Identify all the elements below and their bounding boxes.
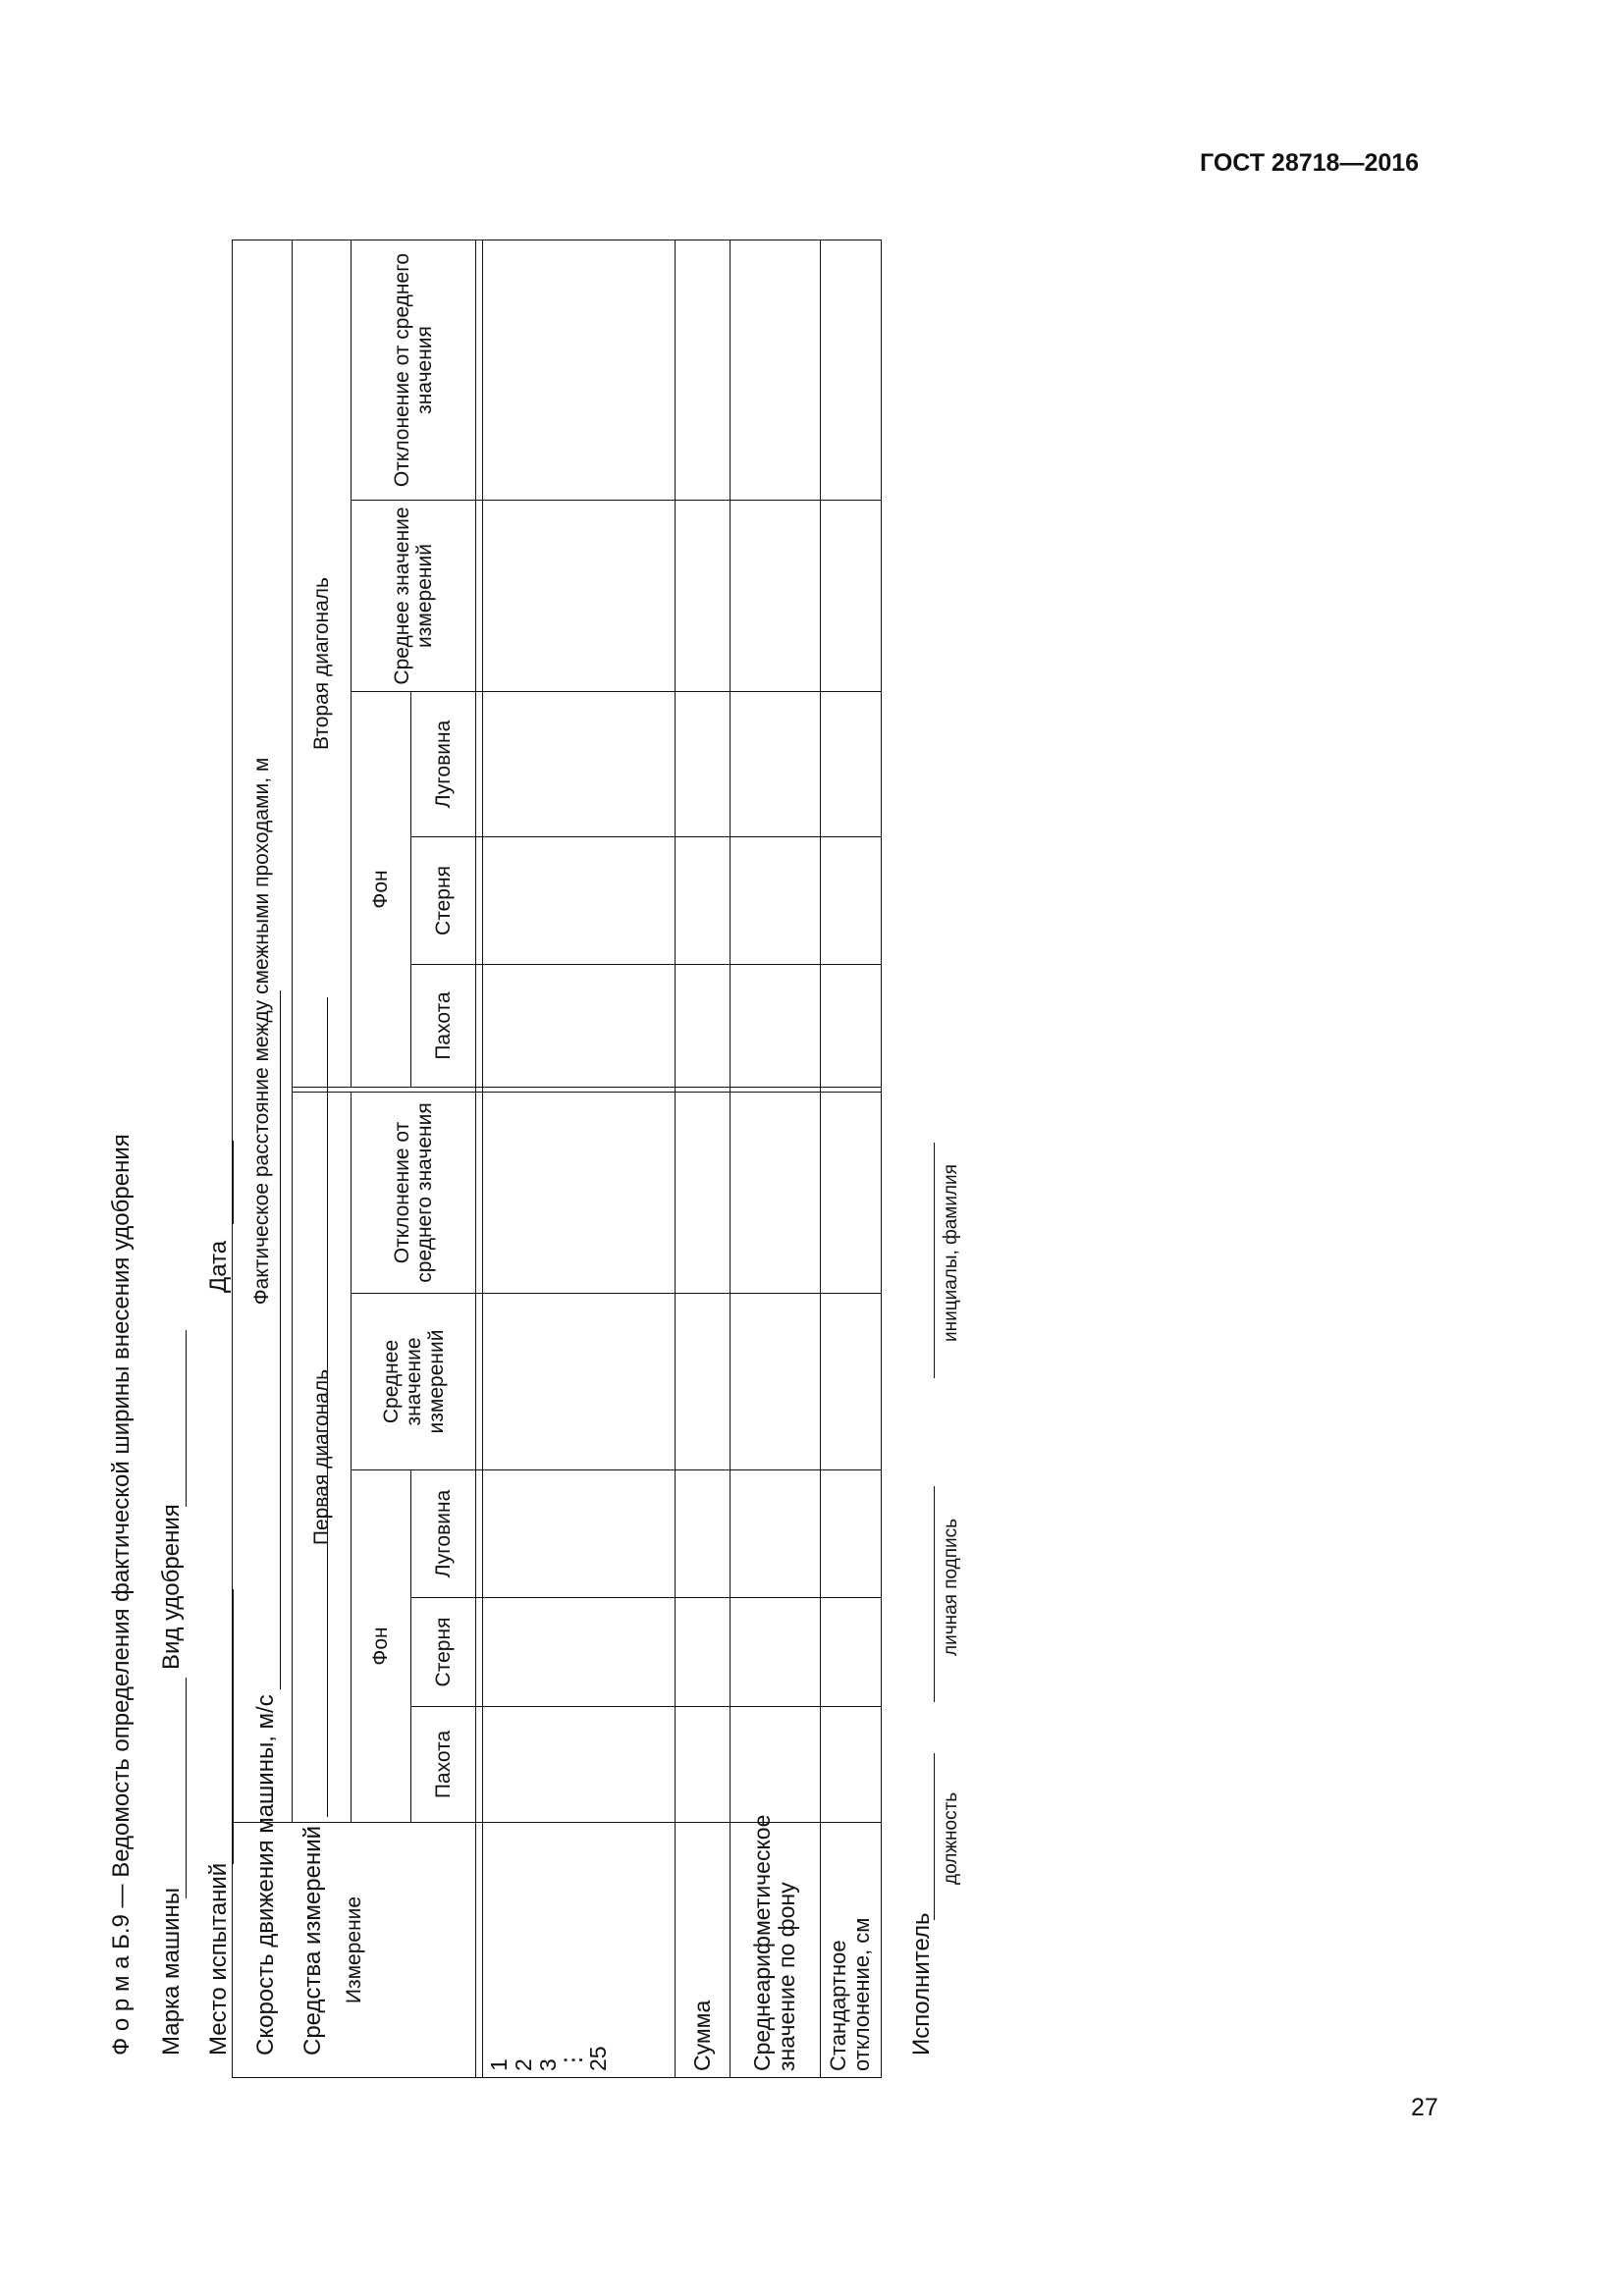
arith-mean-divider-cell xyxy=(730,1088,820,1093)
data-cell[interactable] xyxy=(482,692,676,837)
std-dev-divider-cell xyxy=(820,1088,881,1093)
data-cell[interactable] xyxy=(482,1598,676,1707)
fertilizer-type-field[interactable] xyxy=(186,1330,187,1507)
arith-mean-cell[interactable] xyxy=(730,837,820,965)
row-numbers-cell xyxy=(482,1823,676,2078)
initials-caption: инициалы, фамилия xyxy=(941,1164,961,1342)
data-cell[interactable] xyxy=(482,1093,676,1294)
performer-label: Исполнитель xyxy=(908,1912,935,2056)
std-dev-cell[interactable] xyxy=(820,1470,881,1598)
std-dev-cell[interactable] xyxy=(820,837,881,965)
second-meadow-header: Луговина xyxy=(410,692,476,837)
first-mean-header: Среднее значение измерений xyxy=(352,1294,476,1470)
second-deviation-header: Отклонение от среднего значения xyxy=(352,240,476,500)
row-number: 2 xyxy=(510,2058,536,2071)
sum-cell[interactable] xyxy=(676,1093,730,1294)
data-cell[interactable] xyxy=(482,965,676,1088)
sum-cell[interactable] xyxy=(676,692,730,837)
arith-mean-cell[interactable] xyxy=(730,1707,820,1823)
data-cell[interactable] xyxy=(482,837,676,965)
arith-mean-cell[interactable] xyxy=(730,501,820,692)
arith-mean-cell[interactable] xyxy=(730,692,820,837)
data-cell[interactable] xyxy=(482,1294,676,1470)
arith-mean-cell[interactable] xyxy=(730,240,820,500)
fertilizer-type-label: Вид удобрения xyxy=(158,1504,185,1670)
data-cell[interactable] xyxy=(482,1707,676,1823)
sum-label: Сумма xyxy=(676,1823,730,2078)
sum-cell[interactable] xyxy=(676,501,730,692)
sum-cell[interactable] xyxy=(676,1470,730,1598)
row-number: 3 xyxy=(535,2058,562,2071)
std-dev-cell[interactable] xyxy=(820,501,881,692)
std-dev-label: Стандартное отклонение, см xyxy=(820,1823,881,2078)
sum-divider-cell xyxy=(676,1088,730,1093)
page-number: 27 xyxy=(1411,2094,1438,2121)
second-background-header: Фон xyxy=(352,692,411,1088)
machine-speed-label: Скорость движения машины, м/с xyxy=(252,1694,279,2056)
test-site-label: Место испытаний xyxy=(205,1862,232,2056)
data-cell[interactable] xyxy=(482,240,676,500)
machine-brand-label: Марка машины xyxy=(158,1887,185,2056)
position-caption: должность xyxy=(941,1791,961,1885)
data-divider-cell xyxy=(482,1088,676,1093)
sum-cell[interactable] xyxy=(676,965,730,1088)
arith-mean-cell[interactable] xyxy=(730,965,820,1088)
arith-mean-cell[interactable] xyxy=(730,1093,820,1294)
form-title: Ф о р м а Б.9 — Ведомость определения фактической ширины внесения удобрения xyxy=(108,1134,135,2056)
signature-field[interactable] xyxy=(934,1486,935,1702)
row-number: 1 xyxy=(485,2058,512,2071)
initials-field[interactable] xyxy=(934,1143,935,1378)
second-diagonal-header: Вторая диагональ xyxy=(292,240,352,1087)
sum-cell[interactable] xyxy=(676,1598,730,1707)
std-dev-cell[interactable] xyxy=(820,965,881,1088)
arith-mean-cell[interactable] xyxy=(730,1598,820,1707)
std-dev-cell[interactable] xyxy=(820,1093,881,1294)
second-stubble-header: Стерня xyxy=(410,837,476,965)
arith-mean-cell[interactable] xyxy=(730,1470,820,1598)
second-plowland-header: Пахота xyxy=(410,965,476,1088)
row-number: ⋮ xyxy=(560,2049,586,2071)
std-dev-cell[interactable] xyxy=(820,240,881,500)
data-cell[interactable] xyxy=(482,501,676,692)
std-dev-cell[interactable] xyxy=(820,692,881,837)
measurement-table xyxy=(232,240,882,2078)
first-deviation-header: Отклонение от среднего значения xyxy=(352,1093,476,1294)
std-dev-cell[interactable] xyxy=(820,1294,881,1470)
position-field[interactable] xyxy=(934,1753,935,1920)
first-stubble-header: Стерня xyxy=(410,1598,476,1707)
data-cell[interactable] xyxy=(482,1470,676,1598)
sum-cell[interactable] xyxy=(676,837,730,965)
first-diagonal-header: Первая диагональ xyxy=(292,1093,352,1823)
second-mean-header: Среднее значение измерений xyxy=(352,501,476,692)
measuring-tools-label: Средства измерений xyxy=(299,1825,326,2056)
measurement-header: Измерение xyxy=(233,1823,476,2078)
document-code: ГОСТ 28718—2016 xyxy=(1200,149,1420,177)
date-label: Дата xyxy=(205,1240,232,1293)
machine-brand-field[interactable] xyxy=(186,1678,187,1898)
arith-mean-label: Среднеарифметическое значение по фону xyxy=(730,1823,820,2078)
first-background-header: Фон xyxy=(352,1470,411,1823)
std-dev-cell[interactable] xyxy=(820,1598,881,1707)
arith-mean-cell[interactable] xyxy=(730,1294,820,1470)
row-number: 25 xyxy=(584,2046,611,2071)
signature-caption: личная подпись xyxy=(941,1518,961,1656)
sum-cell[interactable] xyxy=(676,1294,730,1470)
first-meadow-header: Луговина xyxy=(410,1470,476,1598)
std-dev-cell[interactable] xyxy=(820,1707,881,1823)
sum-cell[interactable] xyxy=(676,1707,730,1823)
main-header: Фактическое расстояние между смежными проходами, м xyxy=(233,240,293,1822)
sum-cell[interactable] xyxy=(676,240,730,500)
first-plowland-header: Пахота xyxy=(410,1707,476,1823)
